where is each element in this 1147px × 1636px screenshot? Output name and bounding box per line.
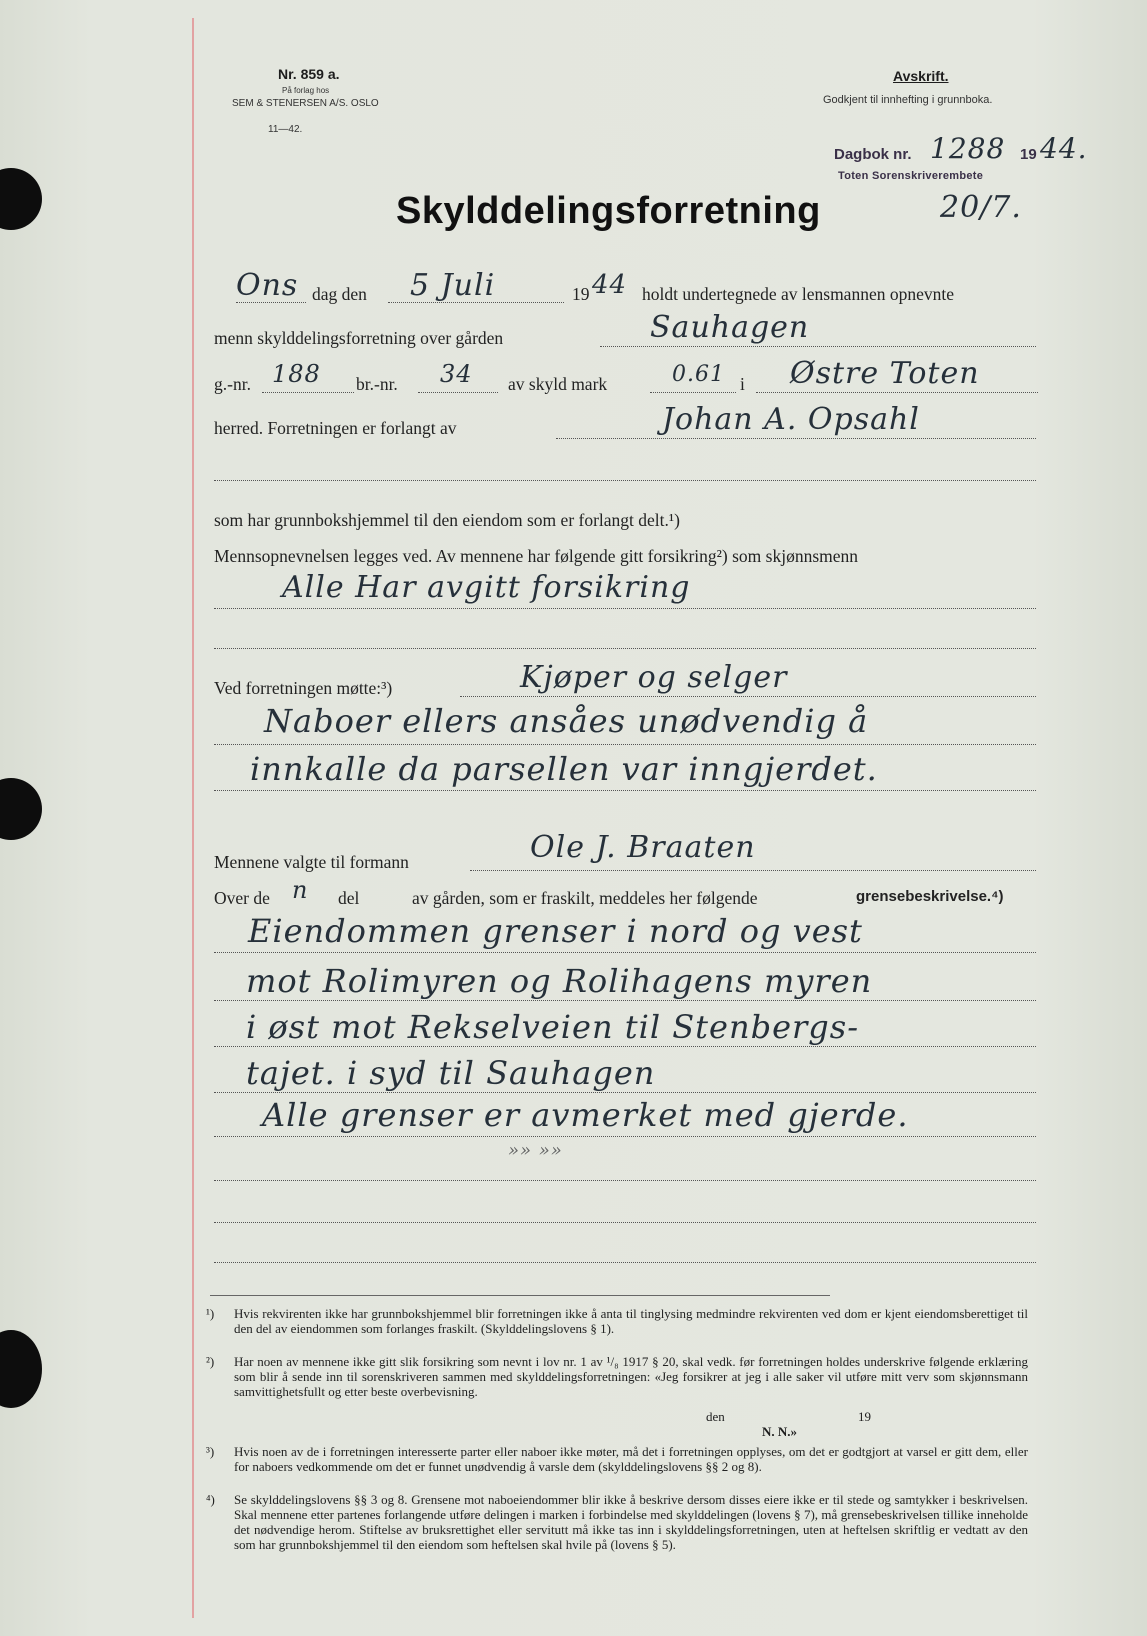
field-rule bbox=[600, 346, 1036, 347]
footnote-text: Hvis rekvirenten ikke har grunnbokshjemmel blir forretningen ikke å anta til tinglysing medmindre rekvirenten ved dom er kjent eiendomsberettiget til den del av eiendommen som forlanges fraskilt. (Skylddelingslovens § 1). bbox=[234, 1306, 1028, 1336]
field-rule bbox=[214, 648, 1036, 649]
approved-text: Godkjent til innhefting i grunnboka. bbox=[823, 94, 993, 106]
form-text: Mennsopnevnelsen legges ved. Av mennene har følgende gitt forsikring²) som skjønnsmenn bbox=[214, 546, 859, 566]
stamp-year-prefix: 19 bbox=[1020, 146, 1037, 163]
footnote-mark: ¹) bbox=[206, 1306, 215, 1321]
hw-boundary-line: tajet. i syd til Sauhagen bbox=[246, 1054, 656, 1092]
field-rule bbox=[214, 1000, 1036, 1001]
field-rule bbox=[236, 302, 306, 303]
hw-year: 44 bbox=[592, 270, 628, 300]
footnote bbox=[208, 1306, 1028, 1336]
field-rule bbox=[650, 392, 736, 393]
copy-label: Avskrift. bbox=[893, 68, 949, 84]
hw-attendees: Kjøper og selger bbox=[520, 660, 788, 695]
hw-requester: Johan A. Opsahl bbox=[662, 402, 920, 437]
field-rule bbox=[214, 790, 1036, 791]
hw-mark: 0.61 bbox=[672, 362, 725, 387]
form-number: Nr. 859 a. bbox=[278, 66, 340, 82]
form-text: Ved forretningen møtte:³) bbox=[214, 678, 393, 698]
footnote-text: Har noen av mennene ikke gitt slik forsikring som nevnt i lov nr. 1 av ¹/₈ 1917 § 20, skal vedk. før forretningen holdes underskrive følgende erklæring som blir å sende inn til sorenskriveren sammen med skylddelingsforretningen: «Jeg forsikrer at jeg i alle saker vil utføre mitt verv som skjønnsmann samvittighetsfullt og etter beste overbevisning. bbox=[234, 1354, 1028, 1399]
hw-gnr: 188 bbox=[272, 360, 321, 388]
field-rule bbox=[214, 480, 1036, 481]
punch-hole bbox=[0, 168, 42, 230]
hw-day: Ons bbox=[236, 268, 299, 303]
page-title: Skylddelingsforretning bbox=[396, 190, 821, 232]
field-rule bbox=[214, 744, 1036, 745]
publisher-name: SEM & STENERSEN A/S. OSLO bbox=[232, 98, 379, 109]
hw-chairman: Ole J. Braaten bbox=[530, 830, 756, 865]
field-rule bbox=[418, 392, 498, 393]
field-rule bbox=[262, 392, 354, 393]
footnote-text: Se skylddelingslovens §§ 3 og 8. Grensene mot naboeiendommer blir ikke å beskrive dersom disses eiere ikke er til stede og samtykker i beskrivelsen. Skal mennene etter partenes forlangende utføre delingen i marken i forbindelse med skylddelingen (lovens § 7), må grensebeskrivelsen tillike inneholde det nødvendige herom. Stiftelse av bruksrettighet eller servitutt må ikke tas inn i skylddelingsforretningen, uten at heftelsen skriftlig er vedtatt av den som har grunnbokshjemmel til den eiendom som heftelsen skal hvile på (lovens § 5). bbox=[234, 1492, 1028, 1552]
form-text: g.-nr. bbox=[214, 374, 251, 394]
footnote-den: den bbox=[706, 1409, 725, 1424]
form-text: del bbox=[338, 888, 360, 908]
punch-hole bbox=[0, 778, 42, 840]
field-rule bbox=[214, 1092, 1036, 1093]
scribble-mark: »» »» bbox=[508, 1140, 563, 1161]
print-date: 11—42. bbox=[268, 124, 303, 135]
hw-boundary-line: Alle grenser er avmerket med gjerde. bbox=[262, 1096, 909, 1134]
hw-farm: Sauhagen bbox=[650, 310, 810, 345]
footnote-nn: N. N.» bbox=[762, 1424, 798, 1439]
field-rule bbox=[756, 392, 1038, 393]
footnote bbox=[208, 1492, 1028, 1552]
form-text: som har grunnbokshjemmel til den eiendom som er forlangt delt.¹) bbox=[214, 510, 680, 530]
form-text: Mennene valgte til formann bbox=[214, 852, 409, 872]
margin-line bbox=[192, 18, 194, 1618]
footnote-mark: ⁴) bbox=[206, 1492, 215, 1507]
stamp-date: 20/7. bbox=[940, 190, 1022, 225]
field-rule bbox=[214, 608, 1036, 609]
publisher-line: På forlag hos bbox=[282, 86, 330, 95]
field-rule bbox=[214, 952, 1036, 953]
hw-insurance: Alle Har avgitt forsikring bbox=[282, 570, 691, 605]
field-rule bbox=[460, 696, 1036, 697]
stamp-office: Toten Sorenskriverembete bbox=[838, 170, 984, 182]
field-rule bbox=[214, 1046, 1036, 1047]
dagbok-number: 1288 bbox=[930, 132, 1006, 165]
field-rule bbox=[214, 1180, 1036, 1181]
footnote-text: Hvis noen av de i forretningen interesserte parter eller naboer ikke møter, må det i forretningen opplyses, om det er godtgjort at varsel er gitt dem, eller for naboers vedkommende om det er funnet unødvendig å varsle dem (skylddelingslovens §§ 2 og 8). bbox=[234, 1444, 1028, 1474]
hw-de-suffix: n bbox=[292, 876, 309, 904]
footnote-separator bbox=[210, 1295, 830, 1296]
field-rule bbox=[214, 1136, 1036, 1137]
hw-date: 5 Juli bbox=[410, 268, 496, 303]
form-text: holdt undertegnede av lensmannen opnevnte bbox=[642, 284, 954, 304]
form-text: Over de bbox=[214, 888, 270, 908]
form-text-bold: grensebeskrivelse.⁴) bbox=[856, 888, 1004, 905]
footnote-mark: ²) bbox=[206, 1354, 215, 1369]
footnote-year: 19 bbox=[858, 1409, 871, 1424]
field-rule bbox=[556, 438, 1036, 439]
form-text: av gården, som er fraskilt, meddeles her følgende bbox=[412, 888, 758, 908]
hw-brnr: 34 bbox=[440, 360, 473, 388]
footnote bbox=[208, 1354, 1028, 1399]
hw-boundary-line: mot Rolimyren og Rolihagens myren bbox=[246, 962, 873, 1000]
form-text: herred. Forretningen er forlangt av bbox=[214, 418, 457, 438]
form-text: av skyld mark bbox=[508, 374, 608, 394]
form-text: menn skylddelingsforretning over gården bbox=[214, 328, 504, 348]
hw-neighbors-2: innkalle da parsellen var inngjerdet. bbox=[250, 750, 878, 788]
form-text: 19 bbox=[572, 284, 590, 304]
hw-boundary-line: Eiendommen grenser i nord og vest bbox=[248, 912, 863, 950]
form-text: i bbox=[740, 374, 745, 394]
field-rule bbox=[214, 1262, 1036, 1263]
hw-herred: Østre Toten bbox=[790, 356, 980, 391]
footnote bbox=[208, 1444, 1028, 1474]
punch-hole bbox=[0, 1330, 42, 1408]
field-rule bbox=[470, 870, 1036, 871]
stamp-year-suffix: 44. bbox=[1040, 132, 1088, 165]
form-text: dag den bbox=[312, 284, 367, 304]
field-rule bbox=[388, 302, 564, 303]
form-text: br.-nr. bbox=[356, 374, 398, 394]
footnote-mark: ³) bbox=[206, 1444, 215, 1459]
field-rule bbox=[214, 1222, 1036, 1223]
dagbok-label: Dagbok nr. bbox=[834, 146, 912, 163]
hw-neighbors-1: Naboer ellers ansåes unødvendig å bbox=[264, 702, 869, 740]
hw-boundary-line: i øst mot Rekselveien til Stenbergs- bbox=[246, 1008, 860, 1046]
